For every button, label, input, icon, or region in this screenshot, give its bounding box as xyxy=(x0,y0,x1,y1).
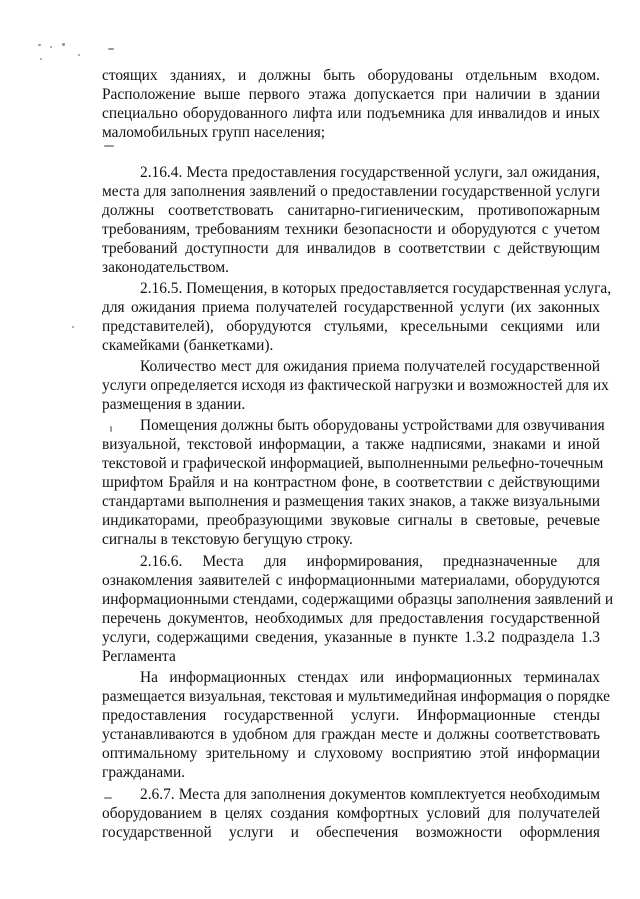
text-line: представителей), оборудуются стульями, кресельными секциями или xyxy=(102,318,600,335)
text-line: размещения в здании. xyxy=(102,396,246,413)
scan-speck xyxy=(104,797,112,799)
text-line: законодательством. xyxy=(102,259,230,276)
text-line: На информационных стендах или информационных терминалах xyxy=(140,669,600,686)
text-line: Расположение выше первого этажа допускается при наличии в здании xyxy=(102,86,600,103)
text-line: требованиям, требованиям техники безопасности и оборудуются с учетом xyxy=(102,221,600,238)
text-line: индикаторами, преобразующими звуковые сигналы в световые, речевые xyxy=(102,512,600,529)
text-line: государственной услуги и обеспечения возможности оформления xyxy=(102,824,600,841)
text-line: текстовой и графической информацией, выполненными рельефно-точечным xyxy=(102,455,604,472)
text-line: услуги определяется исходя из фактической нагрузки и возможностей для их xyxy=(102,377,609,394)
scan-speck xyxy=(110,426,112,432)
text-line: 2.16.5. Помещения, в которых предоставляется государственная услуга, xyxy=(140,280,612,297)
text-line: скамейками (банкетками). xyxy=(102,337,274,354)
text-line: размещается визуальная, текстовая и мультимедийная информация о порядке xyxy=(102,688,610,705)
text-line: стоящих зданиях, и должны быть оборудованы отдельным входом. xyxy=(102,67,600,84)
text-line: информационными стендами, содержащими образцы заполнения заявлений и xyxy=(102,591,614,608)
text-line: места для заполнения заявлений о предоставлении государственной услуги xyxy=(102,183,600,200)
text-line: шрифтом Брайля и на контрастном фоне, в соответствии с действующими xyxy=(102,474,600,491)
text-line: предоставления государственной услуги. Информационные стенды xyxy=(102,707,600,724)
text-line: требований доступности для инвалидов в соответствии с действующим xyxy=(102,240,600,257)
text-line: 2.16.4. Места предоставления государственной услуги, зал ожидания, xyxy=(140,164,600,181)
text-line: Регламента xyxy=(102,648,176,665)
scan-speck xyxy=(108,48,114,50)
text-line: должны соответствовать санитарно-гигиеническим, противопожарным xyxy=(102,202,600,219)
text-line: ознакомления заявителей с информационными материалами, оборудуются xyxy=(102,572,600,589)
text-line: услуги, содержащими сведения, указанные в пункте 1.3.2 подраздела 1.3 xyxy=(102,629,600,646)
text-line: стандартами выполнения и размещения таких знаков, а также визуальными xyxy=(102,493,600,510)
scan-speck xyxy=(62,43,65,46)
text-line: 2.6.7. Места для заполнения документов комплектуется необходимым xyxy=(140,786,600,803)
scan-speck xyxy=(38,44,41,46)
text-line: устанавливаются в удобном для граждан месте и должны соответствовать xyxy=(102,726,600,743)
text-line: для ожидания приема получателей государственной услуги (их законных xyxy=(102,299,600,316)
scan-speck xyxy=(72,326,74,328)
text-line: маломобильных групп населения; xyxy=(102,124,326,141)
scan-speck xyxy=(40,58,42,60)
scan-speck xyxy=(50,46,52,48)
text-line: гражданами. xyxy=(102,764,186,781)
text-line: Помещения должны быть оборудованы устройствами для озвучивания xyxy=(140,417,605,434)
text-line: сигналы в текстовую бегущую строку. xyxy=(102,531,353,548)
text-line: визуальной, текстовой информации, а также надписями, знаками и иной xyxy=(102,436,600,453)
text-line: 2.16.6. Места для информирования, предназначенные для xyxy=(140,553,600,570)
text-line: оптимальному зрительному и слуховому восприятию этой информации xyxy=(102,745,600,762)
scan-speck xyxy=(104,145,114,147)
text-line: Количество мест для ожидания приема получателей государственной xyxy=(140,358,600,375)
text-line: перечень документов, необходимых для предоставления государственной xyxy=(102,610,600,627)
text-line: специально оборудованного лифта или подъемника для инвалидов и иных xyxy=(102,105,600,122)
text-line: оборудованием в целях создания комфортных условий для получателей xyxy=(102,805,600,822)
scan-speck xyxy=(78,54,80,56)
